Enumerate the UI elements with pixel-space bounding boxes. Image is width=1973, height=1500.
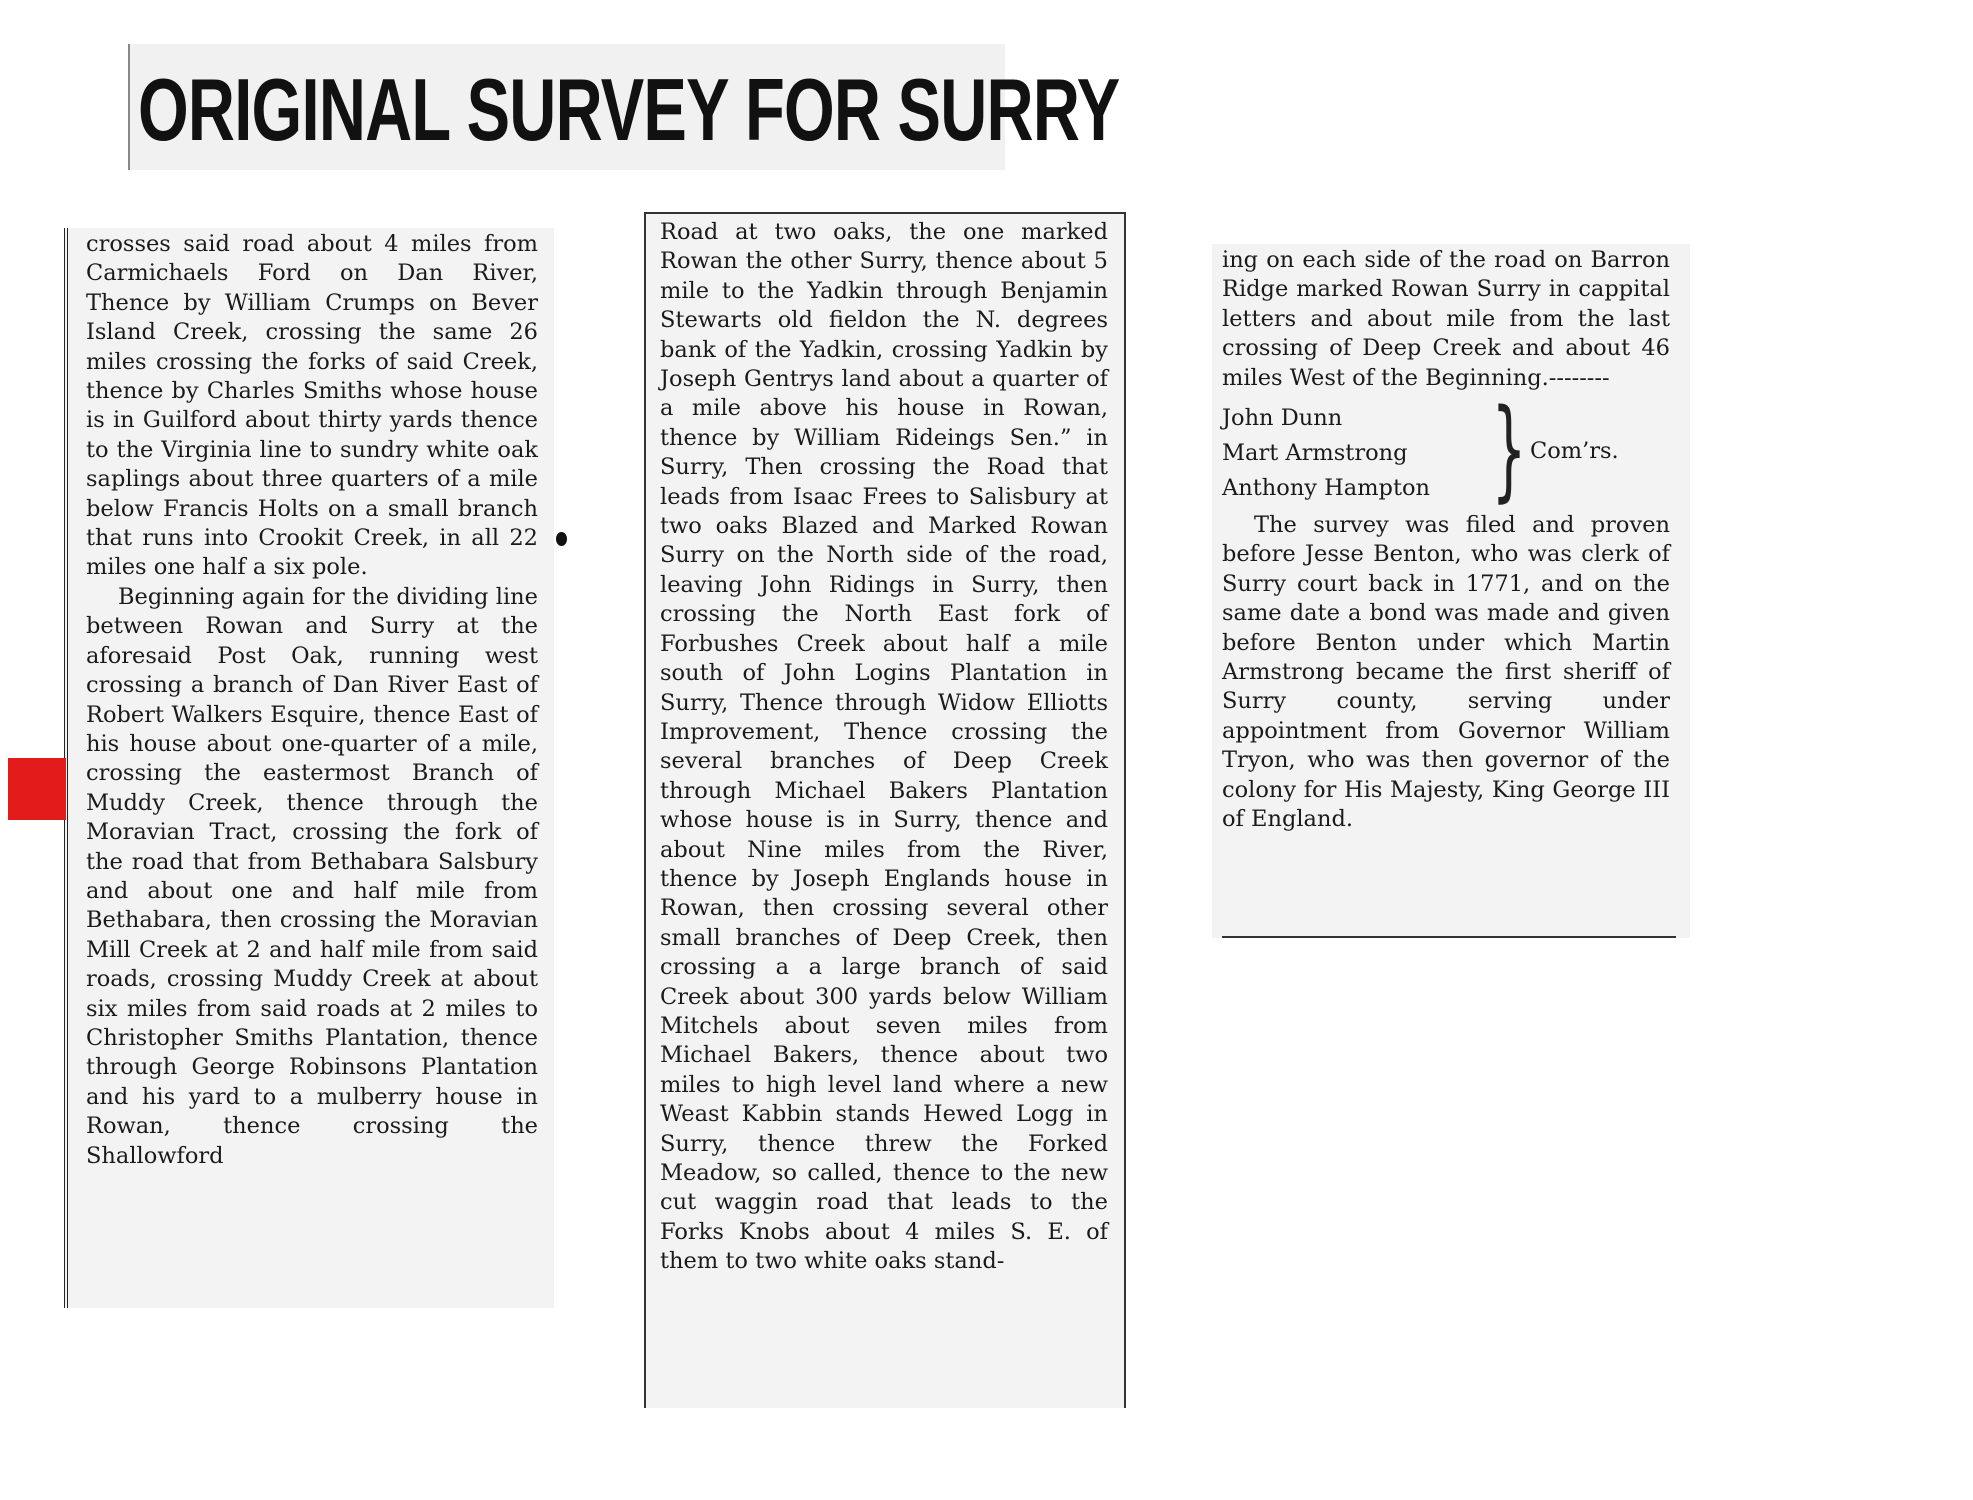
- column-1-paragraph-2: Beginning again for the dividing line between Rowan and Surry at the aforesaid Post Oak, running west crossing a branch of Dan River East of Robert Walkers Esquire, thence East of his house about one-quarter of a mile, crossing the eastermost Branch of Muddy Creek, thence through the Moravian Tract, crossing the fork of the road that from Bethabara Salsbury and about one and half mile from Bethabara, then crossing the Moravian Mill Creek at 2 and half mile from said roads, crossing Muddy Creek at about six miles from said roads at 2 miles to Christopher Smiths Plantation, thence through George Robinsons Plantation and his yard to a mulberry house in Rowan, thence crossing the Shallowford: [86, 583, 538, 1169]
- column-3-bottom-rule: [1222, 936, 1676, 938]
- column-1-paragraph-1: crosses said road about 4 miles from Carmichaels Ford on Dan River, Thence by William Crumps on Bever Island Creek, crossing the same 26 miles crossing the forks of said Creek, thence by Charles Smiths whose house is in Guilford about thirty yards thence to the Virginia line to sundry white oak saplings about three quarters of a mile below Francis Holts on a small branch that runs into Crookit Creek, in all 22 miles one half a six pole.: [86, 231, 538, 581]
- column-1-text: [86, 230, 538, 1171]
- signer-title: Com’rs.: [1530, 438, 1619, 465]
- ink-dot-mark: [556, 532, 567, 546]
- column-2-paragraph-1: Road at two oaks, the one marked Rowan the other Surry, thence about 5 mile to the Yadkin through Benjamin Stewarts old fieldon the N. degrees bank of the Yadkin, crossing Yadkin by Joseph Gentrys land about a quarter of a mile above his house in Rowan, thence by William Rideings Sen.” in Surry, Then crossing the Road that leads from Isaac Frees to Salisbury at two oaks Blazed and Marked Rowan Surry on the North side of the road, leaving John Ridings in Surry, then crossing the North East fork of Forbushes Creek about half a mile south of John Logins Plantation in Surry, Thence through Widow Elliotts Improvement, Thence crossing the several branches of Deep Creek through Michael Bakers Plantation whose house is in Surry, thence and about Nine miles from the River, thence by Joseph Englands house in Rowan, then crossing several other small branches of Deep Creek, then crossing a a large branch of said Creek about 300 yards below William Mitchels about seven miles from Michael Bakers, thence about two miles to high level land where a new Weast Kabbin stands Hewed Logg in Surry, thence threw the Forked Meadow, so called, thence to the new cut waggin road that leads to the Forks Knobs about 4 miles S. E. of them to two white oaks stand-: [660, 219, 1108, 1275]
- clipping-column-1: [64, 228, 554, 1308]
- brace-glyph: }: [1491, 385, 1527, 514]
- column-3-paragraph-top: ing on each side of the road on Barron Ridge marked Rowan Surry in cappital letters and about mile from the last crossing of Deep Creek and about 46 miles West of the Beginning.--------: [1222, 247, 1670, 391]
- red-marker: [8, 758, 66, 820]
- signer-list: [1222, 401, 1430, 506]
- clipping-column-2: [644, 212, 1126, 1408]
- signer-name: Anthony Hampton: [1222, 475, 1431, 502]
- column-3-paragraph-bottom: The survey was filed and proven before Jesse Benton, who was clerk of Surry court back in 1771, and on the same date a bond was made and given before Benton under which Martin Armstrong became the first sheriff of Surry county, serving under appointment from Governor William Tryon, who was then governor of the colony for His Majesty, King George III of England.: [1222, 512, 1670, 833]
- column-3-text: [1222, 246, 1670, 835]
- signer-name: Mart Armstrong: [1222, 440, 1408, 467]
- headline: ORIGINAL SURVEY FOR SURRY: [138, 60, 1120, 159]
- column-2-text: [660, 218, 1108, 1277]
- signer-name: John Dunn: [1222, 405, 1343, 432]
- clipping-column-3: [1212, 244, 1690, 938]
- commissioners-signature-block: [1222, 385, 1670, 514]
